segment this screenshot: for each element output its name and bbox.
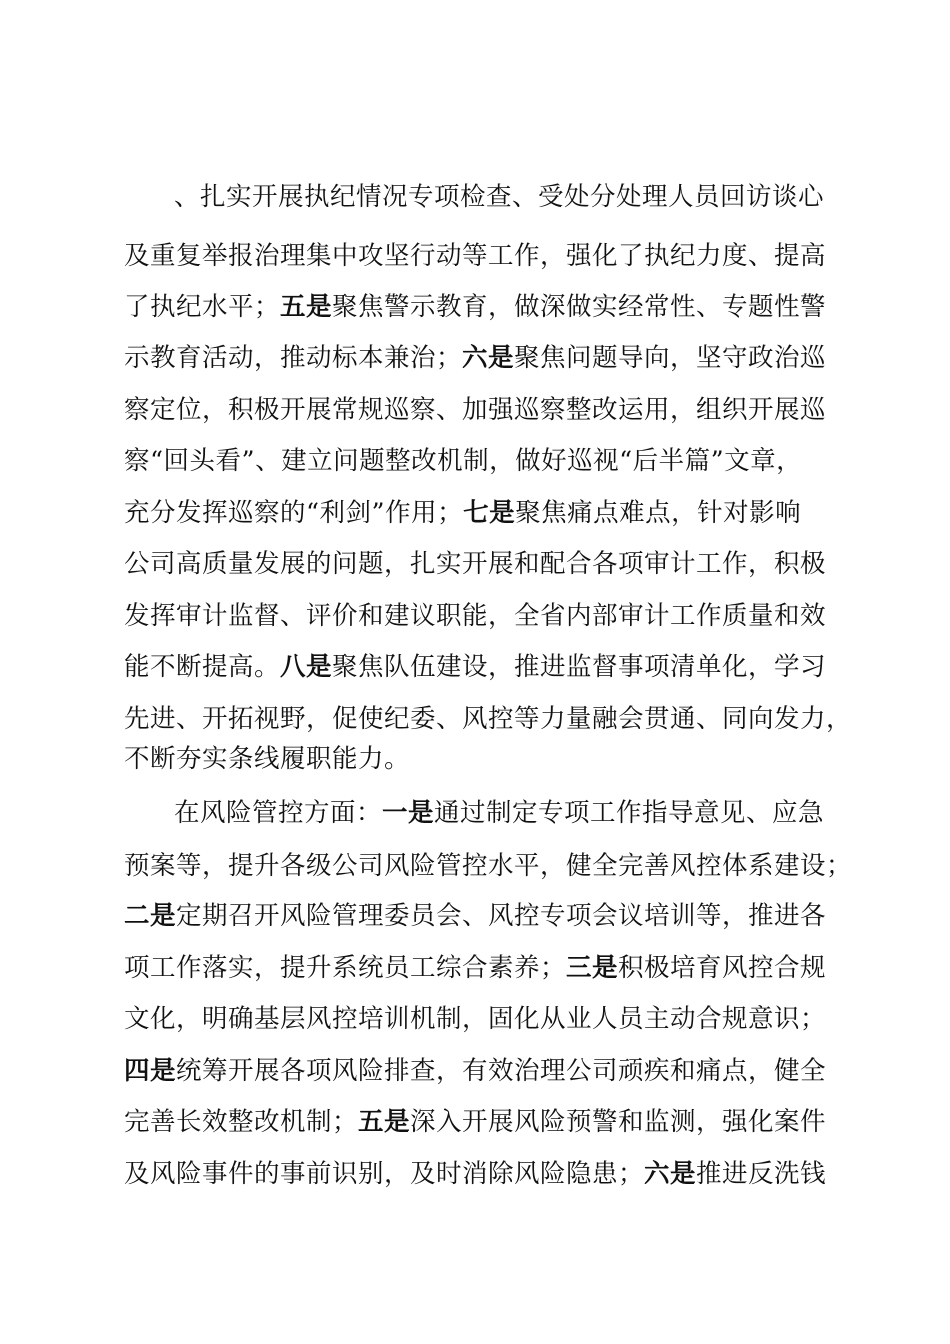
paragraph1-line-2 — [124, 236, 826, 276]
paragraph1-line-5 — [124, 390, 826, 430]
paragraph2-line-4 — [124, 948, 826, 988]
paragraph1-line-1 — [174, 177, 824, 217]
text: 示教育活动，推动标本兼治； — [124, 343, 463, 373]
text: 推进反洗钱 — [696, 1159, 827, 1189]
text: 聚焦问题导向，坚守政治巡 — [514, 343, 827, 373]
text: 项工作落实，提升系统员工综合素养； — [124, 953, 567, 983]
text: 及风险事件的事前识别，及时消除风险隐患； — [124, 1159, 645, 1189]
text: 公司高质量发展的问题，扎实开展和配合各项审计工作，积极 — [124, 549, 827, 579]
text: 深入开展风险预警和监测，强化案件 — [410, 1107, 827, 1137]
paragraph2-line-5 — [124, 999, 826, 1039]
paragraph2-line-3 — [124, 896, 826, 936]
paragraph1-line-12 — [124, 739, 410, 779]
paragraph2-line-6 — [124, 1051, 826, 1091]
text: 聚焦队伍建设，推进监督事项清单化，学习 — [332, 652, 827, 682]
paragraph1-line-11 — [124, 699, 852, 739]
text: 不断夯实条线履职能力。 — [124, 744, 411, 774]
text: 察“回头看”、建立问题整改机制，做好巡视“后半篇”文章， — [124, 446, 803, 476]
bold-ordinal: 七是 — [463, 498, 516, 528]
paragraph1-line-9 — [124, 596, 826, 636]
text: 聚焦警示教育，做深做实经常性、专题性警 — [332, 292, 827, 322]
text: 能不断提高。 — [124, 652, 281, 682]
text: 察定位，积极开展常规巡察、加强巡察整改运用，组织开展巡 — [124, 395, 827, 425]
text: 、扎实开展执纪情况专项检查、受处分处理人员回访谈心 — [174, 182, 825, 212]
text: 文化，明确基层风控培训机制，固化从业人员主动合规意识； — [124, 1004, 827, 1034]
text: 定期召开风险管理委员会、风控专项会议培训等，推进各 — [176, 901, 827, 931]
text: 及重复举报治理集中攻坚行动等工作，强化了执纪力度、提高 — [124, 241, 827, 271]
text: 预案等，提升各级公司风险管控水平，健全完善风控体系建设； — [124, 851, 853, 881]
paragraph1-line-4 — [124, 338, 826, 378]
bold-ordinal: 二是 — [124, 901, 177, 931]
paragraph2-line-8 — [124, 1154, 826, 1194]
text: 发挥审计监督、评价和建议职能，全省内部审计工作质量和效 — [124, 601, 827, 631]
text: 充分发挥巡察的“利剑”作用； — [124, 498, 464, 528]
bold-ordinal: 八是 — [280, 652, 333, 682]
paragraph2-line-2 — [124, 846, 852, 886]
text: 了执纪水平； — [124, 292, 281, 322]
text: 积极培育风控合规 — [618, 953, 827, 983]
bold-ordinal: 六是 — [644, 1159, 697, 1189]
paragraph2-line-7 — [124, 1102, 826, 1142]
bold-ordinal: 一是 — [382, 798, 435, 828]
paragraph1-line-6 — [124, 441, 802, 481]
paragraph2-line-1 — [174, 793, 824, 833]
bold-ordinal: 四是 — [124, 1056, 177, 1086]
bold-ordinal: 五是 — [280, 292, 333, 322]
text: 通过制定专项工作指导意见、应急 — [434, 798, 825, 828]
paragraph1-line-7 — [124, 493, 801, 533]
bold-ordinal: 五是 — [358, 1107, 411, 1137]
text: 聚焦痛点难点，针对影响 — [515, 498, 802, 528]
paragraph1-line-10 — [124, 647, 826, 687]
paragraph1-line-8 — [124, 544, 826, 584]
bold-ordinal: 三是 — [566, 953, 619, 983]
text: 在风险管控方面： — [174, 798, 383, 828]
bold-ordinal: 六是 — [462, 343, 515, 373]
text: 统筹开展各项风险排查，有效治理公司顽疾和痛点，健全 — [176, 1056, 827, 1086]
paragraph1-line-3 — [124, 287, 826, 327]
text: 先进、开拓视野，促使纪委、风控等力量融会贯通、同向发力， — [124, 704, 853, 734]
text: 完善长效整改机制； — [124, 1107, 359, 1137]
